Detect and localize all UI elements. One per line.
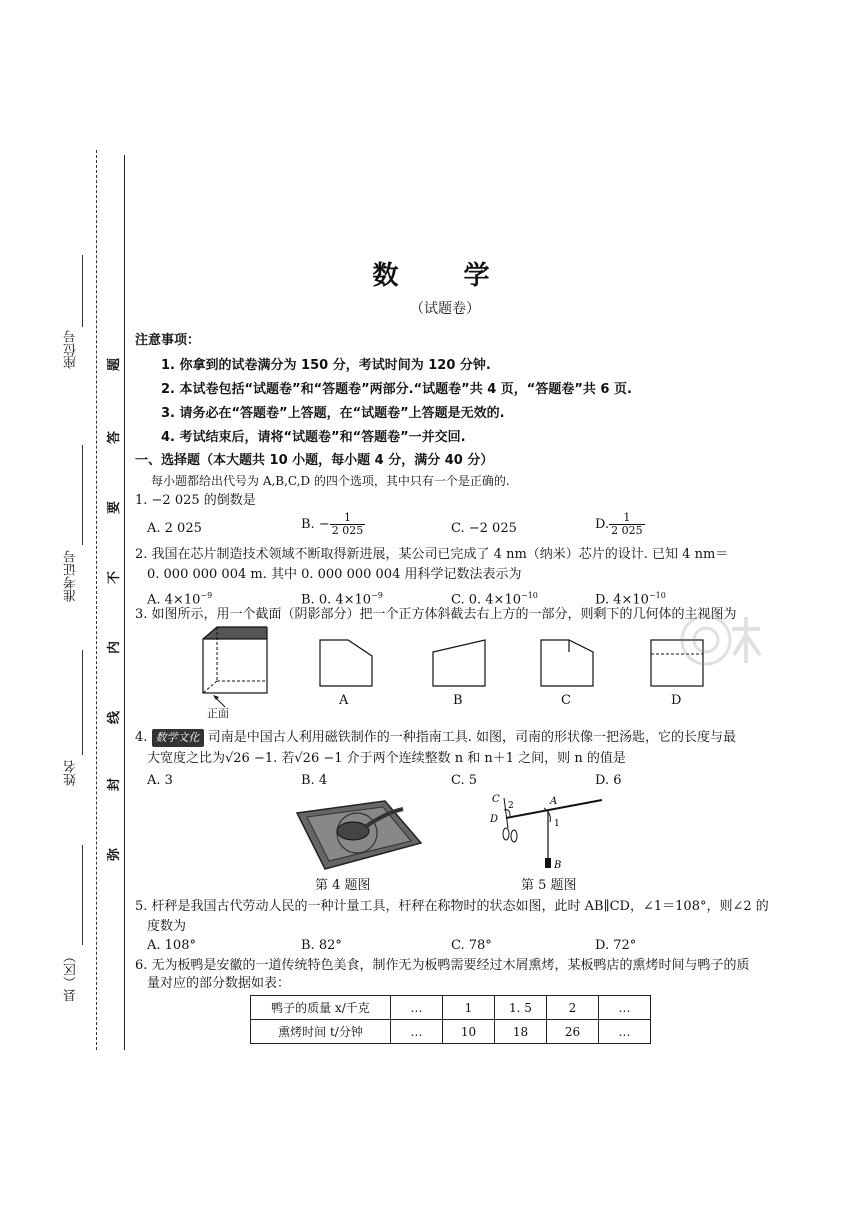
warning-char: 内 <box>107 640 123 655</box>
q2-option-d <box>595 588 666 608</box>
table-cell: 鸭子的质量 x/千克 <box>251 996 391 1020</box>
q1-d-den: 2 025 <box>611 524 643 537</box>
seat-number-label: 座位号 <box>64 330 79 369</box>
duck-data-table <box>250 995 651 1044</box>
question-3-stem: 3. 如图所示，用一个截面（阴影部分）把一个正方体斜截去右上方的一部分，则剩下的几何体的主视图为 <box>135 607 737 622</box>
seat-number-line <box>82 255 83 327</box>
table-cell: 2 <box>547 996 599 1020</box>
watermark-emblem <box>676 605 786 675</box>
table-cell: 10 <box>443 1020 495 1044</box>
q1-b-fraction <box>330 512 366 537</box>
q4-option-b: B. 4 <box>301 773 328 788</box>
front-label: 正面 <box>207 707 229 720</box>
warning-char: 要 <box>107 500 123 515</box>
q4-option-d: D. 6 <box>595 773 622 788</box>
q1-option-d <box>595 512 645 537</box>
q1-d-prefix: D. <box>595 517 610 532</box>
question-6-line2: 量对应的部分数据如表： <box>147 976 291 991</box>
steelyard-figure <box>490 792 610 876</box>
binding-margin <box>0 0 130 1228</box>
notice-item: 1. 你拿到的试卷满分为 150 分，考试时间为 120 分钟. <box>161 358 491 373</box>
option-a-view <box>318 638 378 688</box>
table-cell: … <box>391 996 443 1020</box>
notice-item: 4. 考试结束后，请将“试题卷”和“答题卷”一并交回. <box>161 430 466 445</box>
warning-char: 封 <box>107 777 123 792</box>
q2-b-base: B. 0. 4×10 <box>301 592 372 608</box>
figure-4-caption: 第 4 题图 <box>315 878 371 893</box>
q1-option-c: C. −2 025 <box>451 521 517 536</box>
q2-a-base: A. 4×10 <box>147 592 201 608</box>
warning-char: 题 <box>107 357 123 372</box>
table-cell: 1 <box>443 996 495 1020</box>
q2-d-exp: −10 <box>648 591 666 600</box>
q1-option-b <box>301 512 365 537</box>
table-cell: … <box>599 1020 651 1044</box>
q4-option-a: A. 3 <box>147 773 173 788</box>
notice-heading: 注意事项： <box>135 333 201 348</box>
q5-option-d: D. 72° <box>595 938 637 953</box>
q3-option-b: B <box>453 693 463 708</box>
q1-d-num: 1 <box>609 512 645 525</box>
q2-option-a <box>147 588 212 608</box>
question-2-line1: 2. 我国在芯片制造技术领域不断取得新进展，某公司已完成了 4 nm（纳米）芯片的设计. 已知 4 nm＝ <box>135 547 729 562</box>
q5-option-c: C. 78° <box>451 938 492 953</box>
q4-line1-text: 司南是中国古人利用磁铁制作的一种指南工具. 如图，司南的形状像一把汤匙，它的长度与最 <box>207 730 736 745</box>
warning-char: 答 <box>107 430 123 445</box>
fig5-label: C <box>492 794 500 805</box>
cut-line-dashed <box>96 150 97 1050</box>
q1-option-a: A. 2 025 <box>147 521 202 536</box>
sinan-figure <box>285 795 425 875</box>
question-6-line1: 6. 无为板鸭是安徽的一道传统特色美食，制作无为板鸭需要经过木屑熏烤，某板鸭店的熏烤时间与鸭子的质 <box>135 958 750 973</box>
q1-b-den: 2 025 <box>331 524 364 537</box>
question-5-line2: 度数为 <box>147 919 187 934</box>
q3-option-d: D <box>671 693 682 708</box>
question-5-line1: 5. 杆秤是我国古代劳动人民的一种计量工具，杆秤在称物时的状态如图，此时 AB∥CD，∠1＝108°，则∠2 的 <box>135 899 769 914</box>
table-cell: 1. 5 <box>495 996 547 1020</box>
table-cell: … <box>599 996 651 1020</box>
fig5-label: 1 <box>554 819 560 829</box>
cut-section <box>203 627 267 639</box>
q2-option-c <box>451 588 538 608</box>
math-culture-badge: 数学文化 <box>152 729 204 747</box>
section-heading: 一、选择题（本大题共 10 小题，每小题 4 分，满分 40 分） <box>135 453 494 468</box>
table-cell: … <box>391 1020 443 1044</box>
warning-char: 不 <box>107 570 123 585</box>
q5-option-a: A. 108° <box>147 938 196 953</box>
table-cell: 熏烤时间 t/分钟 <box>251 1020 391 1044</box>
question-2-line2: 0. 000 000 004 m. 其中 0. 000 000 004 用科学记数法表示为 <box>147 567 522 582</box>
q1-b-prefix: B. − <box>301 517 330 532</box>
fig5-label: A <box>550 796 558 807</box>
q4-option-c: C. 5 <box>451 773 478 788</box>
question-1-stem: 1. −2 025 的倒数是 <box>135 493 256 508</box>
name-line <box>82 650 83 755</box>
q2-option-b <box>301 588 383 608</box>
option-b-view <box>431 638 491 688</box>
q2-b-exp: −9 <box>371 591 383 600</box>
q2-c-base: C. 0. 4×10 <box>451 592 521 608</box>
ticket-number-line <box>82 445 83 545</box>
q3-option-a: A <box>339 693 349 708</box>
q2-c-exp: −10 <box>521 591 538 600</box>
warning-char: 弥 <box>107 847 123 862</box>
question-4-line2: 大宽度之比为√26 −1. 若√26 −1 介于两个连续整数 n 和 n＋1 之间，则 n 的值是 <box>147 751 626 766</box>
margin-rule <box>124 155 125 1050</box>
section-instruction: 每小题都给出代号为 A,B,C,D 的四个选项，其中只有一个是正确的. <box>151 474 510 488</box>
page-title: 数 学 <box>372 261 518 291</box>
fig5-label: 2 <box>508 801 514 811</box>
table-cell: 18 <box>495 1020 547 1044</box>
warning-char: 线 <box>107 710 123 725</box>
notice-item: 2. 本试卷包括“试题卷”和“答题卷”两部分.“试题卷”共 4 页，“答题卷”共 6 页. <box>161 382 632 397</box>
page-subtitle: （试题卷） <box>410 301 480 317</box>
q1-d-fraction <box>609 512 645 537</box>
q1-b-num: 1 <box>330 512 366 525</box>
q5-option-b: B. 82° <box>301 938 342 953</box>
q2-a-exp: −9 <box>200 591 213 600</box>
table-row <box>251 996 651 1020</box>
table-cell: 26 <box>547 1020 599 1044</box>
fig5-label: D <box>490 814 499 825</box>
ticket-number-label: 准考证号 <box>64 550 79 602</box>
question-4-line1: 4. 数学文化 司南是中国古人利用磁铁制作的一种指南工具. 如图，司南的形状像一把汤匙，它的长度与最 <box>135 730 736 745</box>
table-row <box>251 1020 651 1044</box>
option-c-view <box>539 638 599 688</box>
q2-d-base: D. 4×10 <box>595 592 649 608</box>
figure-5-caption: 第 5 题图 <box>521 878 577 893</box>
q3-option-c: C <box>561 693 571 708</box>
fig5-label: B <box>554 860 562 871</box>
name-label: 姓名 <box>64 760 79 786</box>
notice-item: 3. 请务必在“答题卷”上答题，在“试题卷”上答题是无效的. <box>161 406 505 421</box>
county-line <box>82 845 83 945</box>
county-label: 县（区） <box>64 950 79 1002</box>
